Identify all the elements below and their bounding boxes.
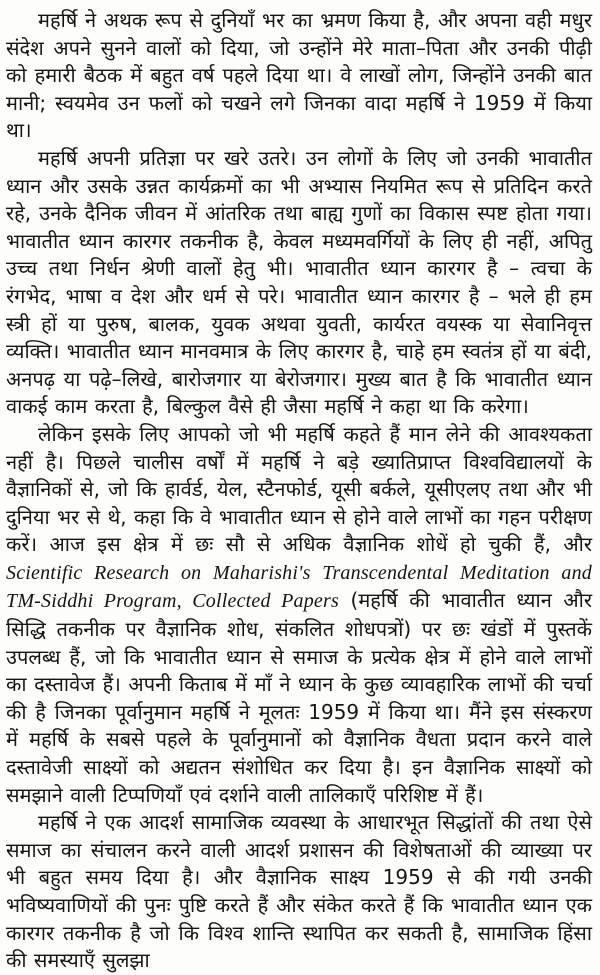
english-book-title: Scientific Research on Maharishi's Transcendental Meditation and TM-Siddhi Program, Collected Papers xyxy=(6,561,592,613)
paragraph-world-travel: महर्षि ने अथक रूप से दुनियाँ भर का भ्रमण किया है, और अपना वही मधुर संदेश अपने सुनने वालों को दिया, जो उन्होंने मेरे माता–पिता और उनकी पीढ़ी को हमारी बैठक में बहुत वर्ष पहले दिया था। वे लाखों लोग, जिन्होंने उनकी बात मानी; स्वयमेव उन फलों को चखने लगे जिनका वादा महर्षि ने 1959 में किया था। xyxy=(6,8,592,143)
paragraph-ideal-society: महर्षि ने एक आदर्श सामाजिक व्यवस्था के आधारभूत सिद्धांतों की तथा ऐसे समाज का संचालन करने वाली आदर्श प्रशासन की विशेषताओं की व्याख्या पर भी बहुत समय दिया है। और वैज्ञानिक साक्ष्य 1959 से की गयी उनकी भविष्यवाणियों की पुनः पुष्टि करते हैं और संकेत करते हैं कि भावातीत ध्यान एक कारगर तकनीक है जो कि विश्व शान्ति स्थापित कर सकती है, सामाजिक हिंसा की समस्याएँ सुलझा xyxy=(6,810,592,973)
paragraph-3-lead-text: लेकिन इसके लिए आपको जो भी महर्षि कहते हैं मान लेने की आवश्यकता नहीं है। पिछले चालीस वर्षों में महर्षि ने बड़े ख्यातिप्राप्त विश्वविद्यालयों के वैज्ञानिकों से, जो कि हार्वर्ड, येल, स्टैनफोर्ड, यूसी बर्कले, यूसीएलए तथा और भी दुनिया भर से थे, कहा कि वे भावातीत ध्यान से होने वाले लाभों का गहन परीक्षण करें। आज इस क्षेत्र में छः सौ से अधिक वैज्ञानिक शोधें हो चुकी हैं, और xyxy=(6,421,592,557)
paragraph-3-tail-text: (महर्षि की भावातीत ध्यान और सिद्धि तकनीक पर वैज्ञानिक शोध, संकलित शोधपत्रों) पर छः खंडों में पुस्तकें उपलब्ध हैं, जो कि भावातीत ध्यान से समाज के प्रत्येक क्षेत्र में होने वाले लाभों का दस्तावेज हैं। अपनी किताब में माँ ने ध्यान के कुछ व्यावहारिक लाभों की चर्चा की है जिनका पूर्वानुमान महर्षि ने मूलतः 1959 में किया था। मैंने इस संस्करण में महर्षि के सबसे पहले के पूर्वानुमानों को वैज्ञानिक वैधता प्रदान करने वाले दस्तावेजी साक्ष्यों को अद्यतन संशोधित कर दिया है। इन वैज्ञानिक साक्ष्यों को समझाने वाली टिप्पणियाँ एवं दर्शाने वाली तालिकाएँ परिशिष्ट में हैं। xyxy=(6,588,593,807)
paragraph-scientific-research xyxy=(6,421,592,809)
paragraph-tm-works-for-all: महर्षि अपनी प्रतिज्ञा पर खरे उतरे। उन लोगों के लिए जो उनकी भावातीत ध्यान और उसके उन्नत कार्यक्रमों का भी अभ्यास नियमित रूप से प्रतिदिन करते रहे, उनके दैनिक जीवन में आंतरिक तथा बाह्य गुणों का विकास स्पष्ट होता गया। भावातीत ध्यान कारगर तकनीक है, केवल मध्यमवर्गियों के लिए ही नहीं, अपितु उच्च तथा निर्धन श्रेणी वालों हेतु भी। भावातीत ध्यान कारगर है – त्वचा के रंगभेद, भाषा व देश और धर्म से परे। भावातीत ध्यान कारगर है – भले ही हम स्त्री हों या पुरुष, बालक, युवक अथवा युवती, कार्यरत वयस्क या सेवानिवृत्त व्यक्ति। भावातीत ध्यान मानवमात्र के लिए कारगर है, चाहे हम स्वतंत्र हों या बंदी, अनपढ़ या पढ़े–लिखे, बारोजगार या बेरोजगार। मुख्य बात है कि भावातीत ध्यान वाकई काम करता है, बिल्कुल वैसे ही जैसा महर्षि ने कहा था कि करेगा। xyxy=(6,145,592,419)
